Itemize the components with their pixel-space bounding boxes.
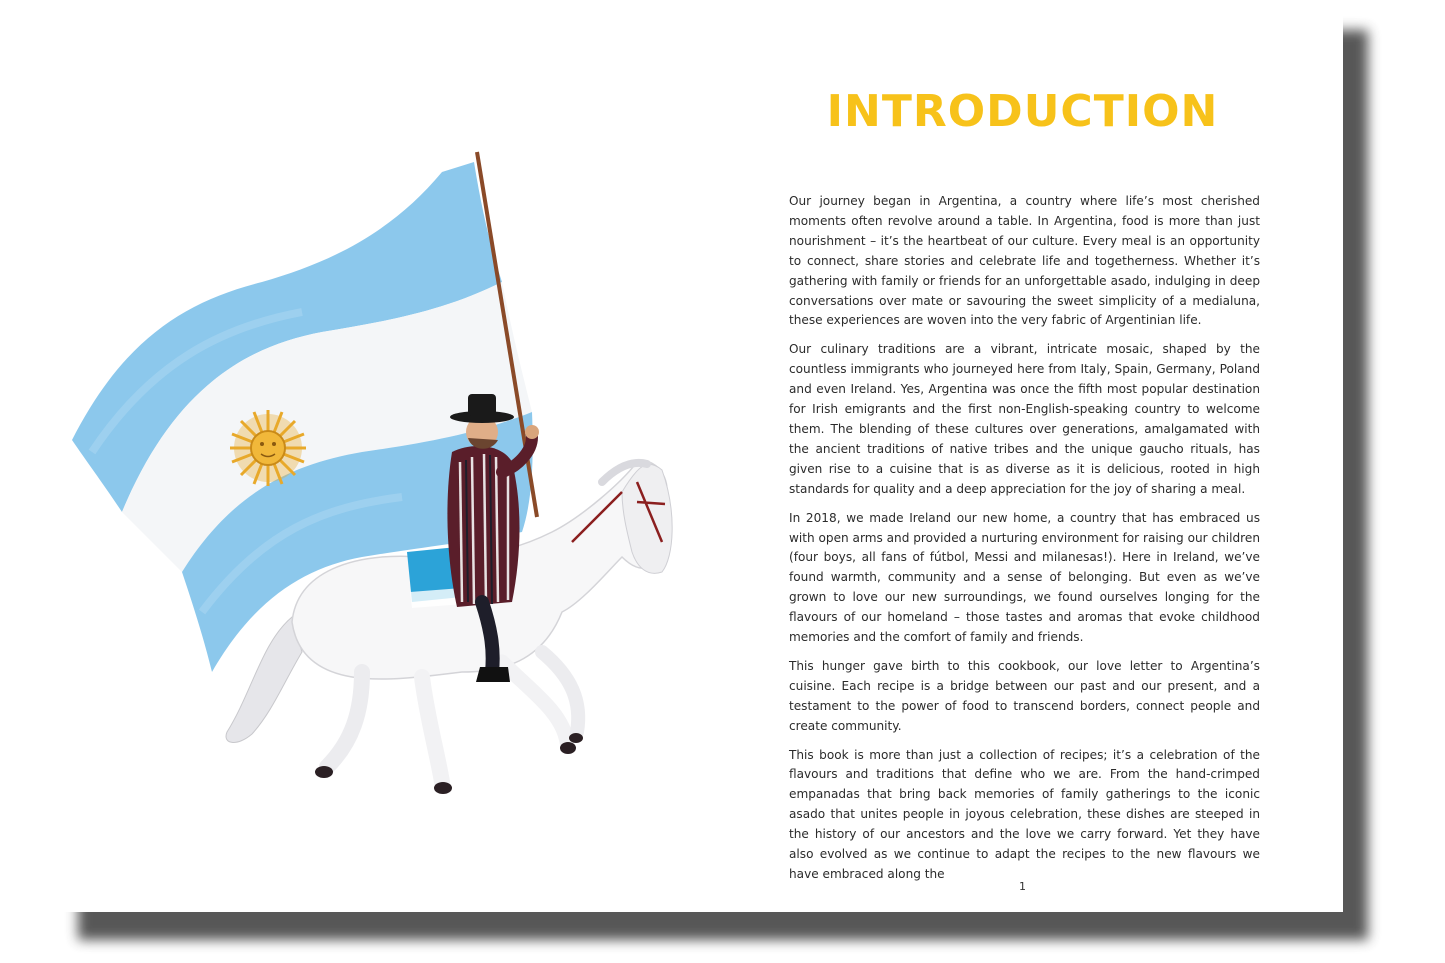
paragraph-4: This hunger gave birth to this cookbook, our love letter to Argentina’s cuisine. Each recipe is a bridge between our past and our present, and a testament to the power of food to transcend borders, connect people and create community. <box>789 658 1260 733</box>
page-title: INTRODUCTION <box>826 86 1219 137</box>
paragraph-1: Our journey began in Argentina, a country where life’s most cherished moments often revolve around a table. In Argentina, food is more than just nourishment – it’s the heartbeat of our culture. Every meal is an opportunity to connect, share stories and celebrate life and togetherness. Whether it’s gathering with family or friends for an unforgettable asado, indulging in deep conversations over mate or savouring the sweet simplicity of a medialuna, these experiences are woven into the very fabric of Argentinian life. <box>789 194 1260 328</box>
right-page <box>702 12 1343 912</box>
sun-of-may-icon <box>230 410 306 486</box>
gaucho-flag-illustration <box>62 12 702 912</box>
paragraph-3: In 2018, we made Ireland our new home, a country that has embraced us with open arms and provided a nurturing environment for raising our children (four boys, all fans of fútbol, Messi and milanesas!). Here in Ireland, we’ve found warmth, community and a sense of belonging. But even as we’ve grown to love our new surroundings, we found ourselves longing for the flavours of our homeland – those tastes and aromas that evoke childhood memories and the comfort of family and friends. <box>789 510 1260 645</box>
page-number: 1 <box>1019 880 1026 893</box>
paragraph-5: This book is more than just a collection of recipes; it’s a celebration of the flavours and traditions that define who we are. From the hand-crimped empanadas that bring back memories of family gatherings to the iconic asado that unites people in joyous celebration, these dishes are steeped in the history of our ancestors and the love we carry forward. Yet they have also evolved as we continue to adapt the recipes to the new flavours we have embraced along the <box>789 747 1260 881</box>
left-page <box>62 12 702 912</box>
body-text <box>789 192 1260 881</box>
book-spread <box>62 12 1343 912</box>
paragraph-2: Our culinary traditions are a vibrant, intricate mosaic, shaped by the countless immigrants who journeyed here from Italy, Spain, Germany, Poland and even Ireland. Yes, Argentina was once the fifth most popular destination for Irish emigrants and the first non-English-speaking country to welcome them. The blending of these cultures over generations, amalgamated with the ancient traditions of native tribes and the unique gaucho rituals, has given rise to a cuisine that is as diverse as it is delicious, rooted in high standards for quality and a deep appreciation for the joy of sharing a meal. <box>789 342 1260 496</box>
